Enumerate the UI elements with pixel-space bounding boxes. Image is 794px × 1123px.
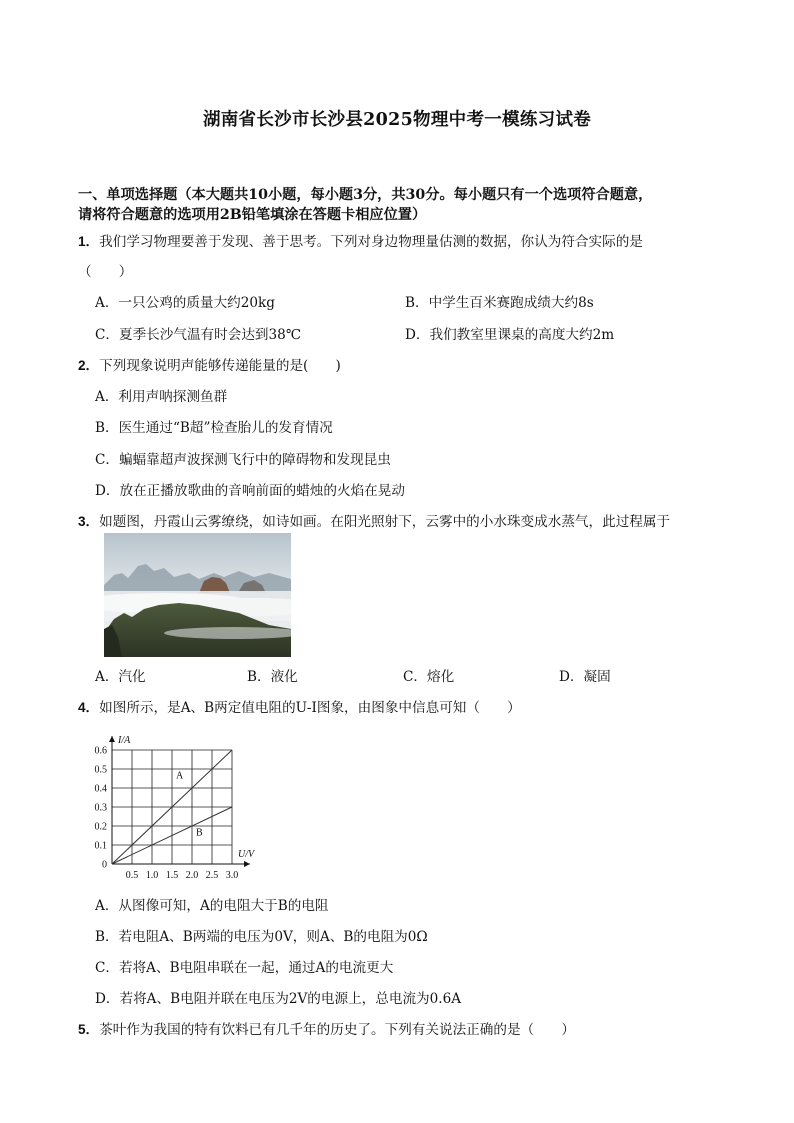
option-c: C．蝙蝠靠超声波探测飞行中的障碍物和发现昆虫 — [95, 452, 391, 468]
question-number: 5． — [78, 1022, 100, 1037]
option-d: D．若将A、B电阻并联在电压为2V的电源上，总电流为0.6A — [95, 991, 462, 1007]
option-d: D．凝固 — [559, 669, 611, 685]
mountain-fog-photo — [104, 533, 291, 657]
question-number: 2． — [78, 358, 100, 373]
question-2 — [78, 354, 341, 374]
x-axis-label: U/V — [238, 849, 255, 860]
option-a: A．一只公鸡的质量大约20kg — [95, 295, 275, 311]
option-d: D．我们教室里课桌的高度大约2m — [405, 327, 615, 343]
series-label-A: A — [176, 770, 184, 782]
question-5 — [78, 1018, 575, 1038]
y-tick-label: 0.2 — [94, 821, 107, 833]
option-c: C．夏季长沙气温有时会达到38℃ — [95, 327, 302, 343]
option-b: B．医生通过“B超”检查胎儿的发育情况 — [95, 420, 333, 436]
option-a: A．利用声呐探测鱼群 — [95, 389, 228, 405]
question-3 — [78, 510, 670, 530]
option-b: B．中学生百米赛跑成绩大约8s — [405, 295, 594, 311]
option-c: C．熔化 — [403, 669, 455, 685]
x-tick-label: 2.5 — [205, 870, 219, 880]
option-a: A．从图像可知，A的电阻大于B的电阻 — [95, 898, 329, 914]
section-heading-line2: 请将符合题意的选项用2B铅笔填涂在答题卡相应位置） — [78, 207, 427, 223]
page-title: 湖南省长沙市长沙县2025物理中考一模练习试卷 — [202, 110, 592, 130]
question-1 — [78, 230, 643, 250]
option-c: C．若将A、B电阻串联在一起，通过A的电流更大 — [95, 960, 394, 976]
question-number: 3． — [78, 514, 100, 529]
y-tick-label: 0.5 — [94, 764, 107, 776]
question-number: 1． — [78, 234, 100, 249]
ui-chart-svg — [84, 725, 304, 880]
x-tick-label: 3.0 — [225, 870, 239, 880]
question-text: 茶叶作为我国的特有饮料已有几千年的历史了。下列有关说法正确的是（ ） — [99, 1022, 575, 1038]
option-b: B．若电阻A、B两端的电压为0V，则A、B的电阻为0Ω — [95, 929, 428, 945]
ui-graph — [84, 725, 304, 880]
y-tick-label: 0.4 — [94, 783, 107, 795]
y-axis-label: I/A — [118, 735, 131, 746]
x-axis-arrow — [244, 861, 250, 867]
question-text: 如题图，丹霞山云雾缭绕，如诗如画。在阳光照射下，云雾中的小水珠变成水蒸气，此过程属于 — [99, 514, 671, 530]
series-label-B: B — [196, 827, 203, 839]
y-tick-label: 0.1 — [94, 840, 107, 852]
question-text: 如图所示，是A、B两定值电阻的U-I图象，由图象中信息可知（ ） — [99, 700, 521, 716]
question-4 — [78, 696, 521, 716]
question-number: 4． — [78, 700, 100, 715]
question-text: 下列现象说明声能够传递能量的是( ) — [99, 358, 341, 374]
x-tick-label: 1.5 — [165, 870, 179, 880]
x-tick-label: 1.0 — [145, 870, 159, 880]
x-tick-label: 0.5 — [125, 870, 139, 880]
y-tick-label: 0.3 — [94, 802, 107, 814]
option-d: D．放在正播放歌曲的音响前面的蜡烛的火焰在晃动 — [95, 483, 405, 499]
section-heading-line1: 一、单项选择题（本大题共10小题，每小题3分，共30分。每小题只有一个选项符合题意， — [78, 187, 653, 203]
option-a: A．汽化 — [95, 669, 146, 685]
y-axis-arrow — [109, 736, 115, 742]
y-tick-label: 0.6 — [94, 745, 107, 757]
answer-paren: （ ） — [78, 264, 133, 280]
option-b: B．液化 — [247, 669, 298, 685]
x-tick-label: 2.0 — [185, 870, 199, 880]
question-text: 我们学习物理要善于发现、善于思考。下列对身边物理量估测的数据，你认为符合实际的是 — [99, 234, 643, 250]
y-tick-label: 0 — [102, 859, 107, 871]
